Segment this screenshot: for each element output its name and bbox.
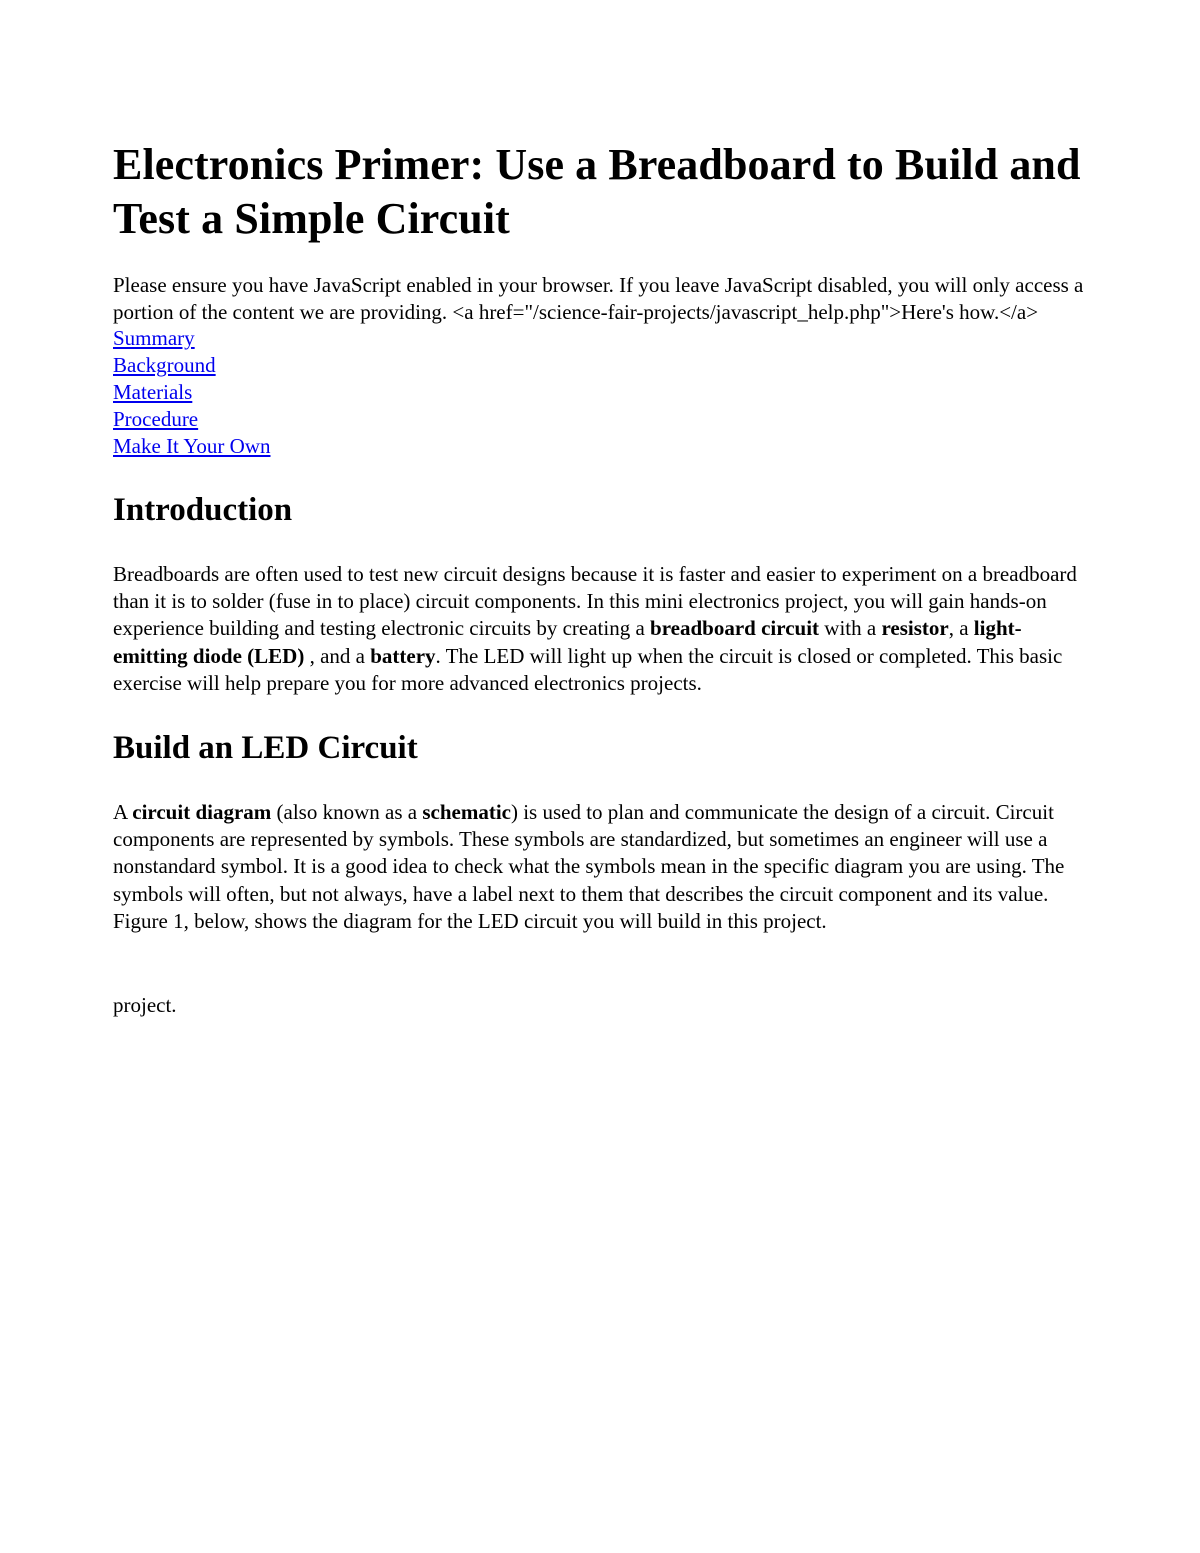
intro-text-1: Breadboards are often used to test new circuit designs because it is faster and easier to experiment on a breadboard than it is to solder (fuse in to place) circuit components. In this mini electronics project, you will gain hands-on experience building and testing electronic circuits by creating a [113,562,1077,641]
javascript-notice: Please ensure you have JavaScript enabled in your browser. If you leave JavaScript disabled, you will only access a portion of the content we are providing. <a href="/science-fair-projects/javascript_help.php">Here's how.</a> [113,273,1084,324]
term-breadboard-circuit: breadboard circuit [650,616,820,641]
document-page [113,138,1088,1019]
term-circuit-diagram: circuit diagram [132,800,272,825]
intro-text-4: , and a [304,643,371,668]
table-of-contents [113,325,1088,460]
introduction-heading: Introduction [113,492,293,528]
build-led-circuit-heading: Build an LED Circuit [113,730,418,767]
build-text-1: A [113,800,133,825]
build-paragraph [113,799,1088,935]
trailing-text: project. [113,993,177,1018]
intro-text-5: . The LED will light up when the circuit is closed or completed. This basic exercise will help prepare you for more advanced electronics projects. [113,643,1063,695]
page-title: Electronics Primer: Use a Breadboard to Build and Test a Simple Circuit [113,140,1081,243]
build-text-2: (also known as a [271,800,423,825]
toc-item [113,379,1088,406]
toc-link-summary[interactable]: Summary [113,326,195,350]
intro-text-2: with a [819,616,882,641]
toc-item [113,325,1088,352]
term-schematic: schematic [422,800,511,825]
toc-link-make-it-your-own[interactable]: Make It Your Own [113,434,271,458]
term-led: light-emitting diode (LED) [113,616,1022,668]
introduction-paragraph [113,561,1088,697]
toc-item [113,433,1088,460]
toc-link-procedure[interactable]: Procedure [113,407,199,431]
toc-item [113,406,1088,433]
toc-item [113,352,1088,379]
build-text-3: ) is used to plan and communicate the design of a circuit. Circuit components are represented by symbols. These symbols are standardized, but sometimes an engineer will use a nonstandard symbol. It is a good idea to check what the symbols mean in the specific diagram you are using. The symbols will often, but not always, have a label next to them that describes the circuit component and its value. Figure 1, below, shows the diagram for the LED circuit you will build in this project. [113,800,1065,933]
toc-link-background[interactable]: Background [113,353,216,377]
term-battery: battery [370,643,436,668]
toc-link-materials[interactable]: Materials [113,380,193,404]
intro-text-3: , a [948,616,974,641]
term-resistor: resistor [881,616,949,641]
